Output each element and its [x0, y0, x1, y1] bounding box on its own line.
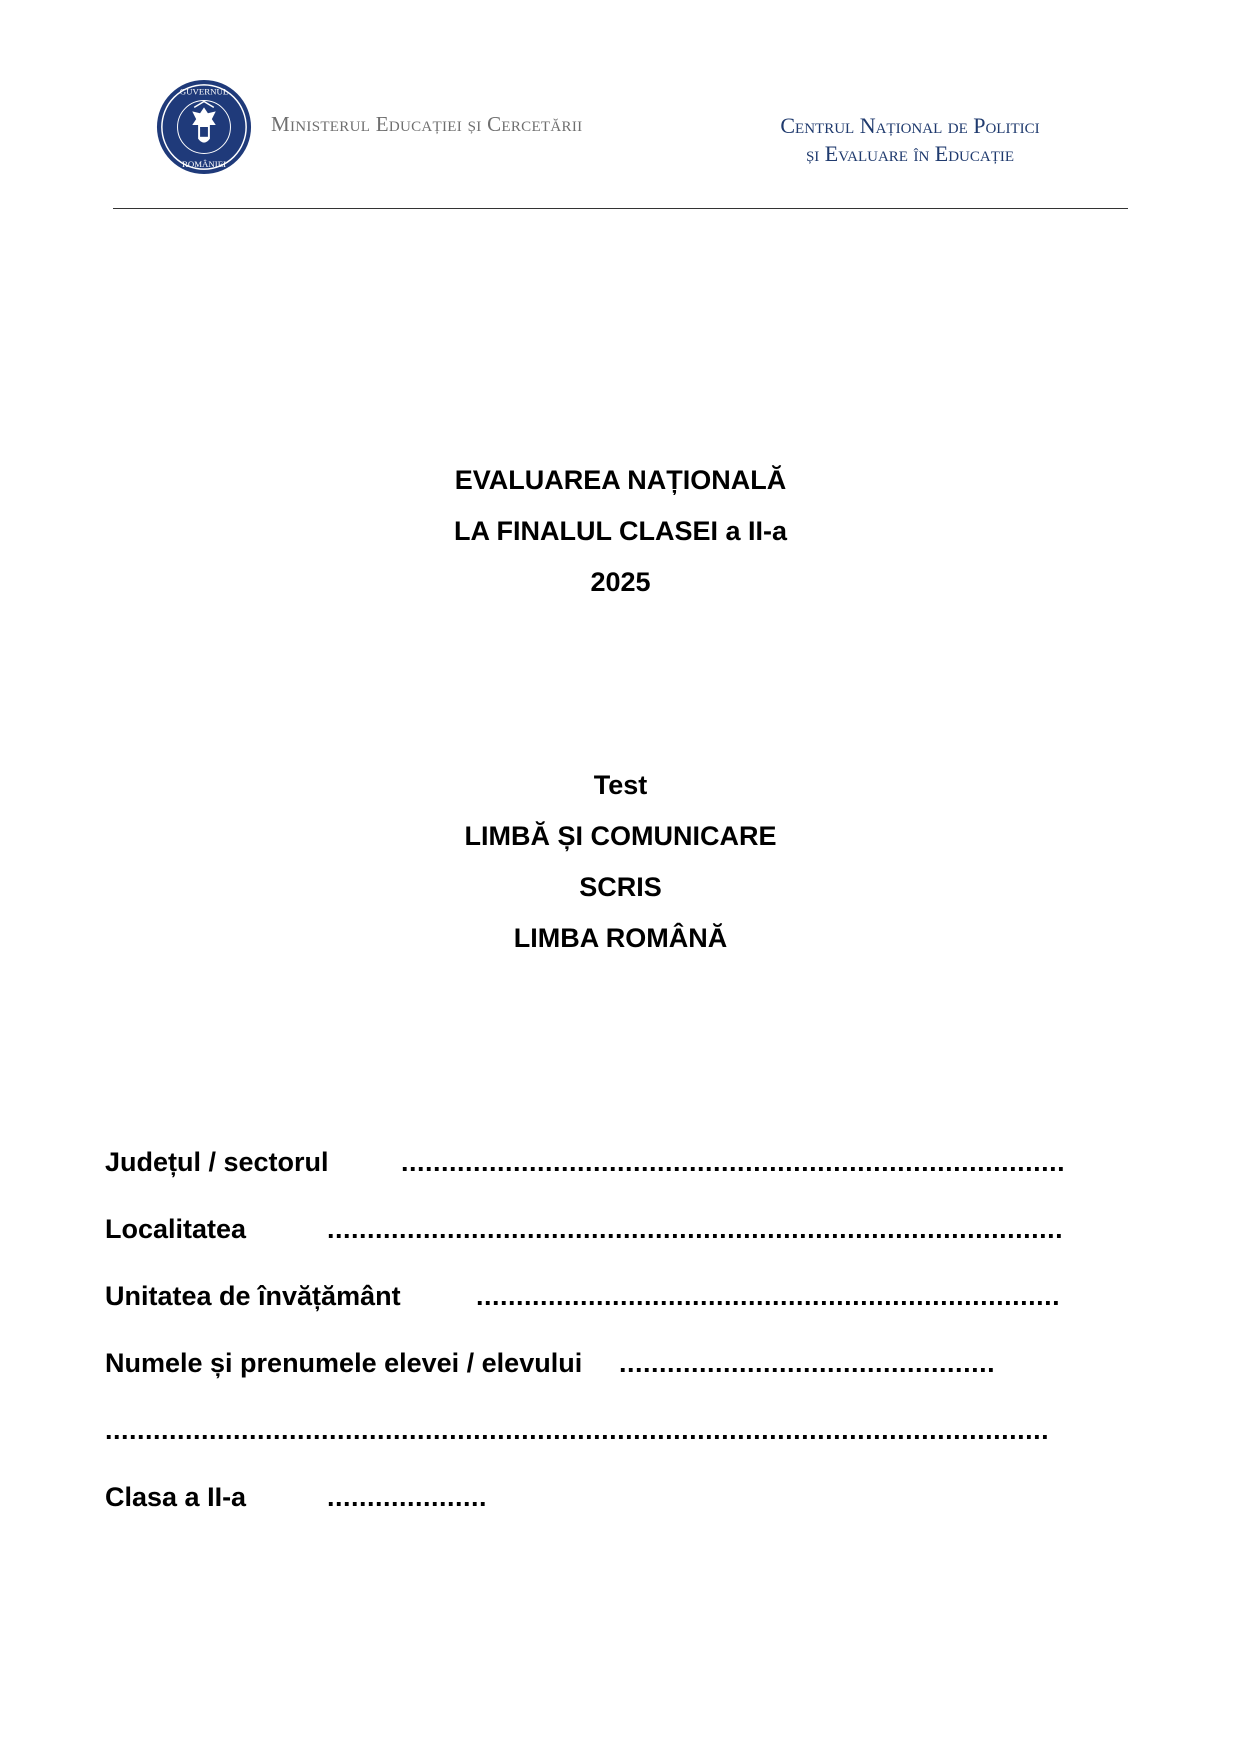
school-label: Unitatea de învățământ	[105, 1281, 401, 1311]
county-fill-line[interactable]: ...................................................................................	[401, 1147, 1066, 1177]
page-header	[0, 0, 1241, 215]
exam-title	[0, 455, 1241, 608]
school-fill-line[interactable]: .........................................................................	[476, 1281, 1061, 1311]
class-field[interactable]	[105, 1477, 1105, 1517]
exam-title-line-1: EVALUAREA NAȚIONALĂ	[454, 465, 787, 495]
test-type: SCRIS	[579, 872, 662, 902]
test-subject-line: LIMBĂ ȘI COMUNICARE	[464, 821, 777, 851]
student-name-fill-line-2[interactable]: ......................................................................................................................	[105, 1415, 1050, 1445]
svg-text:GUVERNUL: GUVERNUL	[179, 86, 229, 97]
student-name-fill-line[interactable]: ...............................................	[619, 1348, 996, 1378]
locality-label: Localitatea	[105, 1214, 247, 1244]
school-field[interactable]	[105, 1276, 1105, 1316]
header-divider	[113, 208, 1128, 209]
student-name-continuation[interactable]	[105, 1410, 1105, 1450]
locality-field[interactable]	[105, 1209, 1105, 1249]
evaluation-center-name	[740, 112, 1080, 168]
test-language: LIMBA ROMÂNĂ	[513, 923, 728, 953]
center-name-line-2: și Evaluare în Educație	[805, 141, 1015, 166]
locality-fill-line[interactable]: ............................................................................................	[327, 1214, 1064, 1244]
test-label: Test	[593, 770, 648, 800]
center-name-line-1: Centrul Național de Politici	[780, 113, 1040, 138]
svg-text:ROMÂNIEI: ROMÂNIEI	[181, 159, 227, 170]
test-subject	[0, 760, 1241, 964]
student-name-field[interactable]	[105, 1343, 1105, 1383]
exam-year: 2025	[590, 567, 651, 597]
class-fill-line[interactable]: ....................	[327, 1482, 488, 1512]
ministry-name: Ministerul Educației și Cercetării	[271, 112, 583, 136]
county-label: Județul / sectorul	[105, 1147, 329, 1177]
government-seal-icon	[155, 78, 253, 176]
exam-title-line-2: LA FINALUL CLASEI a II-a	[453, 516, 788, 546]
class-label: Clasa a II-a	[105, 1482, 247, 1512]
student-name-label: Numele și prenumele elevei / elevului	[105, 1348, 583, 1378]
county-field[interactable]	[105, 1142, 1105, 1182]
